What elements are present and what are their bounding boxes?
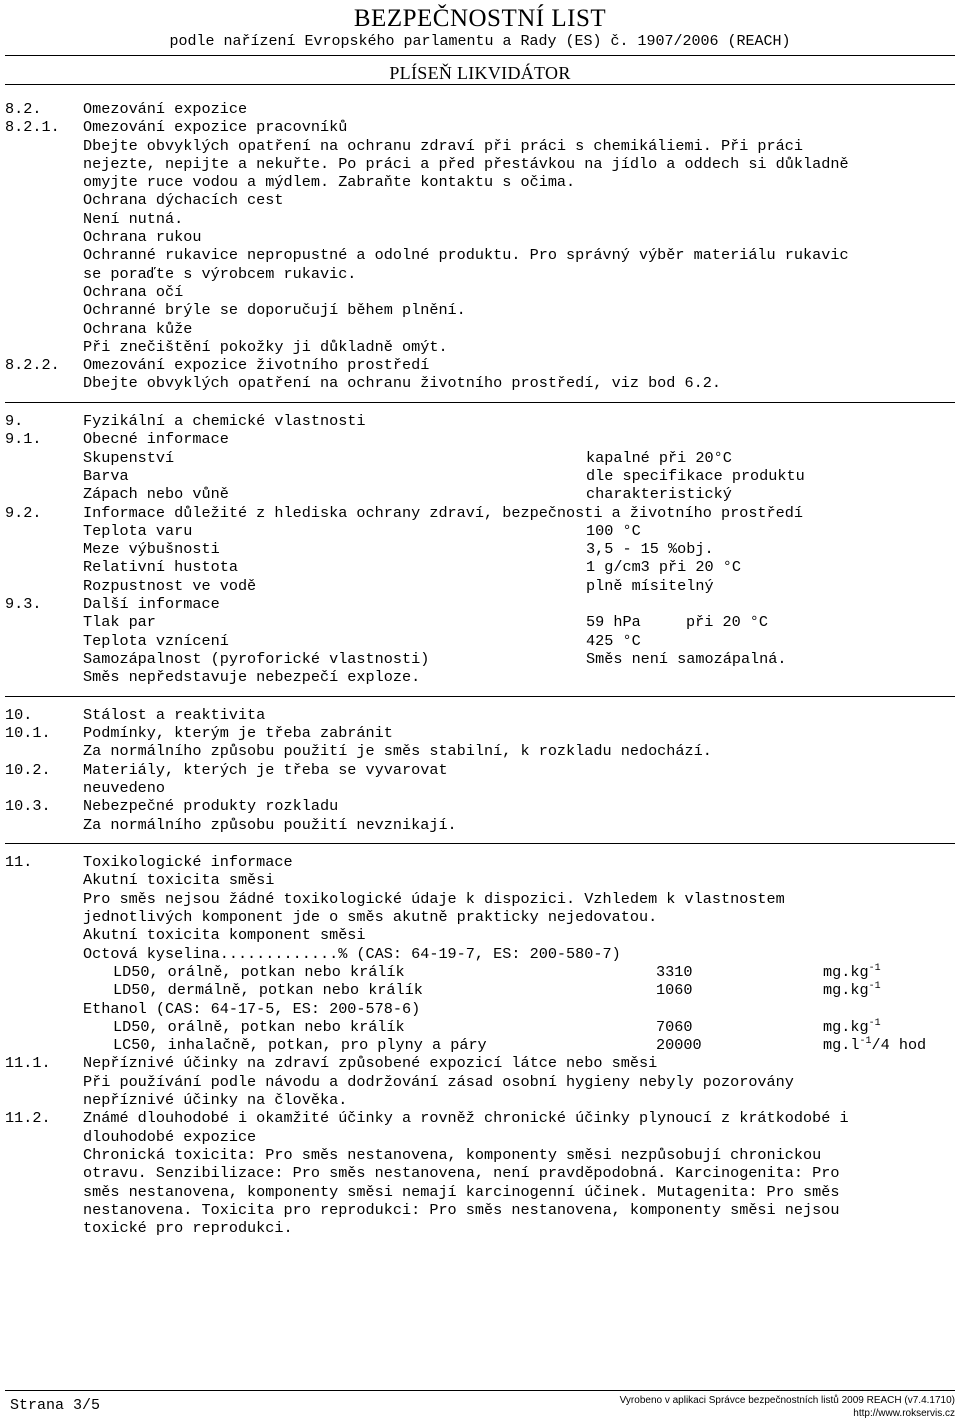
section-heading: 10.3. Nebezpečné produkty rozkladu [5,797,339,816]
property-row: Teplota varu 100 °C [83,521,641,540]
text-line: nejezte, nepijte a nekuřte. Po práci a před přestávkou na jídlo a oddech si důkladně [83,154,849,173]
section-heading-cont: dlouhodobé expozice [83,1127,257,1146]
text-line: se poraďte s výrobcem rukavic. [83,264,357,283]
section-divider [5,696,955,697]
section-heading: 9. Fyzikální a chemické vlastnosti [5,412,366,431]
property-row: Tlak par 59 hPa při 20 °C [83,613,769,632]
property-row: Meze výbušnosti 3,5 - 15 %obj. [83,540,714,559]
text-line: nepříznivé účinky na člověka. [83,1091,348,1110]
section-heading: 9.1. Obecné informace [5,430,229,449]
subheading: Ochrana dýchacích cest [83,191,284,210]
subheading: Ochrana rukou [83,228,202,247]
text-line: směs nestanovena, komponenty směsi nemají karcinogenní účinek. Mutagenita: Pro směs [83,1182,840,1201]
property-row: Zápach nebo vůně charakteristický [83,485,732,504]
text-line: Dbejte obvyklých opatření na ochranu životního prostředí, viz bod 6.2. [83,374,721,393]
text-line: toxické pro reprodukci. [83,1219,293,1238]
component-name: Ethanol (CAS: 64-17-5, ES: 200-578-6) [83,999,421,1018]
section-heading: 11.2. Známé dlouhodobé i okamžité účinky a rovněž chronické účinky plynoucí z krátkodobé i [5,1109,849,1128]
section-heading: 10.2. Materiály, kterých je třeba se vyvarovat [5,760,448,779]
text-line: Ochranné brýle se doporučují během plnění. [83,301,466,320]
document-body [5,100,955,1237]
property-row: Relativní hustota 1 g/cm3 při 20 °C [83,558,741,577]
section-heading: 8.2.1. Omezování expozice pracovníků [5,118,348,137]
tox-row: LD50, orálně, potkan nebo králík 7060 $mg.kg^{-1}$ [113,1017,881,1036]
section-heading: 9.3. Další informace [5,595,220,614]
text-line: Pro směs nejsou žádné toxikologické údaje k dispozici. Vzhledem k vlastnostem [83,889,785,908]
text-line: Za normálního způsobu použití je směs stabilní, k rozkladu nedochází. [83,742,712,761]
section-heading: 10. Stálost a reaktivita [5,705,266,724]
section-heading: 8.2.2. Omezování expozice životního prostředí [5,356,430,375]
tox-row: LD50, orálně, potkan nebo králík 3310 $mg.kg^{-1}$ [113,962,881,981]
text-line: jednotlivých komponent jde o směs akutně prakticky nejedovatou. [83,908,658,927]
subheading: Ochrana kůže [83,319,193,338]
text-line: neuvedeno [83,778,166,797]
text-line: Chronická toxicita: Pro směs nestanovena, komponenty směsi nezpůsobují chronickou [83,1145,822,1164]
section-heading: 8.2. Omezování expozice [5,100,248,118]
section-heading: 10.1. Podmínky, kterým je třeba zabránit [5,724,393,743]
header-divider [5,55,955,56]
subheading: Akutní toxicita komponent směsi [83,926,366,945]
section-divider [5,843,955,844]
page-footer [5,1390,955,1419]
text-line: Za normálního způsobu použití nevznikají. [83,815,457,834]
text-line: Dbejte obvyklých opatření na ochranu zdraví při práci s chemikáliemi. Při práci [83,136,804,155]
section-divider [5,402,955,403]
product-name: PLÍSEŇ LIKVIDÁTOR [389,63,571,83]
property-row: Teplota vznícení 425 °C [83,631,641,650]
generator-note: Vyrobeno v aplikaci Správce bezpečnostních listů 2009 REACH (v7.4.1710) [619,1395,955,1406]
header-bottom-divider [5,84,955,85]
subheading: Ochrana očí [83,282,184,301]
text-line: Při používání podle návodu a dodržování zásad osobní hygieny nebyly pozorovány [83,1072,794,1091]
property-row: Samozápalnost (pyroforické vlastnosti) Směs není samozápalná. [83,649,787,668]
property-row: Skupenství kapalné při 20°C [83,448,732,467]
text-line: Ochranné rukavice nepropustné a odolné produktu. Pro správný výběr materiálu rukavic [83,246,849,265]
property-row: Barva dle specifikace produktu [83,466,805,485]
text-line: Při znečištění pokožky ji důkladně omýt. [83,337,448,356]
section-heading: 11.1. Nepříznivé účinky na zdraví způsobené expozicí látce nebo směsi [5,1054,658,1073]
text-line: otravu. Senzibilizace: Pro směs nestanovena, není pravděpodobná. Karcinogenita: Pro [83,1164,840,1183]
section-heading: 9.2. Informace důležité z hlediska ochrany zdraví, bezpečnosti a životního prostředí [5,503,804,522]
document-title: BEZPEČNOSTNÍ LIST [353,5,607,32]
text-line: omyjte ruce vodou a mýdlem. Zabraňte kontaktu s očima. [83,173,576,192]
property-row: Rozpustnost ve vodě plně mísitelný [83,576,714,595]
text-line: nestanovena. Toxicita pro reprodukci: Pro směs nestanovena, komponenty směsi nejsou [83,1200,840,1219]
subheading: Akutní toxicita směsi [83,871,275,890]
page-number: Strana 3/5 [10,1397,101,1414]
document-header [0,0,960,90]
section-heading: 11. Toxikologické informace [5,853,293,872]
footer-link[interactable]: http://www.rokservis.cz [853,1408,955,1419]
tox-row: LD50, dermálně, potkan nebo králík 1060 $mg.kg^{-1}$ [113,981,881,1000]
component-name: Octová kyselina.............% (CAS: 64-19-7, ES: 200-580-7) [83,944,621,963]
document-subtitle: podle nařízení Evropského parlamentu a Rady (ES) č. 1907/2006 (REACH) [169,33,791,50]
tox-row: LC50, inhalačně, potkan, pro plyny a páry 20000 $mg.l^{-1}/4$ hod [113,1036,927,1055]
text-line: Není nutná. [83,209,184,228]
text-line: Směs nepředstavuje nebezpečí exploze. [83,668,421,687]
